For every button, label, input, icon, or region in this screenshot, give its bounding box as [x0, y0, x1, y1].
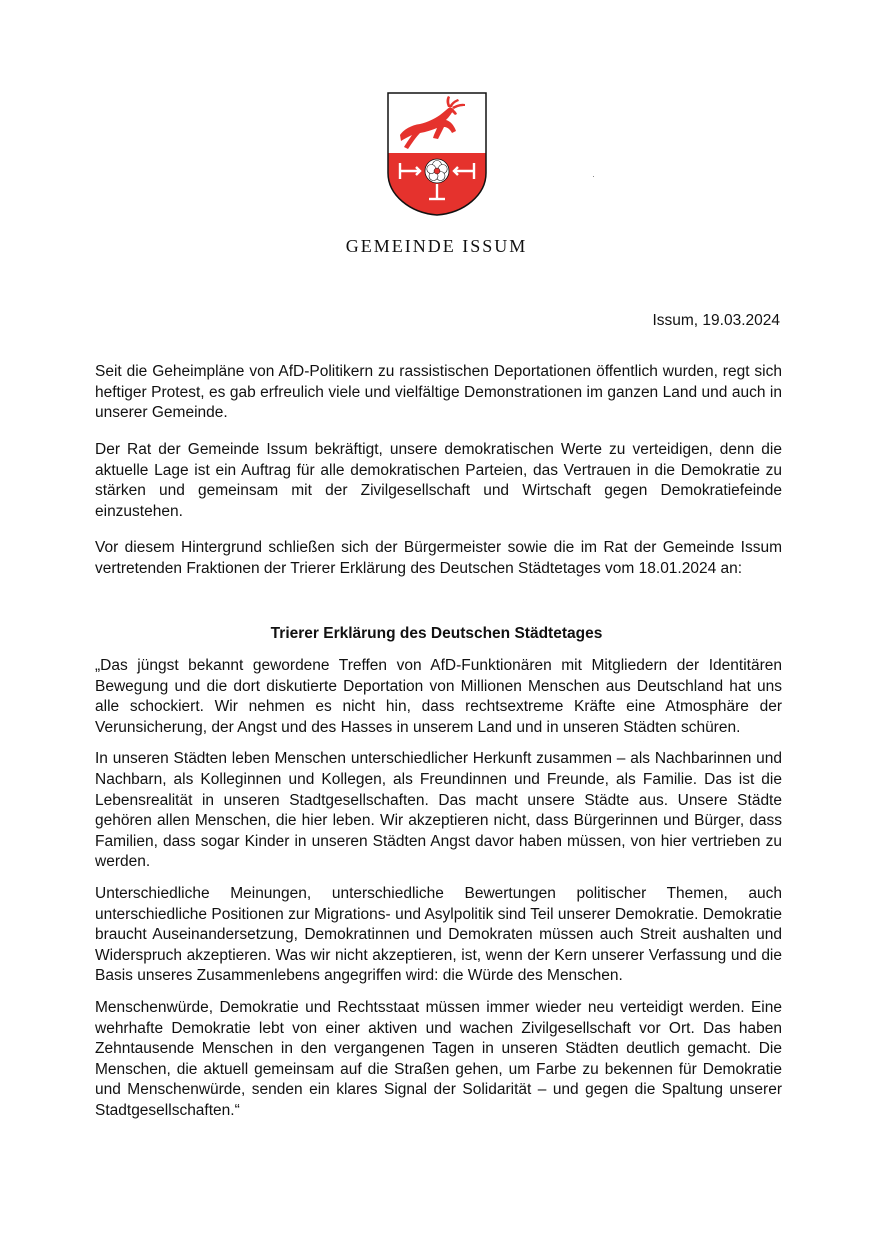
- municipal-coat-of-arms: [386, 91, 488, 217]
- paragraph-text: Vor diesem Hintergrund schließen sich der Bürgermeister sowie die im Rat der Gemeinde Issum vertretenden Fraktionen der Trierer Erklärung des Deutschen Städtetages vom 18.01.2024 an:: [95, 539, 782, 577]
- declaration-paragraph-1: „Das jüngst bekannt gewordene Treffen von AfD-Funktionären mit Mitgliedern der Identitären Bewegung und die dort diskutierte Deportation von Millionen Menschen aus Deutschland hat uns alle schockiert. Wir nehmen es nicht hin, dass rechtsextreme Kräfte eine Atmosphäre der Verunsicherung, der Angst und des Hasses in unserem Land und in unseren Städten schüren.: [95, 657, 782, 736]
- paragraph-text: Der Rat der Gemeinde Issum bekräftigt, unsere demokratischen Werte zu verteidigen, denn die aktuelle Lage ist ein Auftrag für alle demokratischen Parteien, das Vertrauen in die Demokratie zu stärken und gemeinsam mit der Zivilgesellschaft und Wirtschaft gegen Demokratiefeinde einzustehen.: [95, 441, 782, 520]
- rose-icon: [425, 159, 449, 183]
- intro-paragraph-3: [95, 538, 782, 579]
- letter-date: Issum, 19.03.2024: [652, 312, 780, 329]
- intro-paragraph-2: [95, 440, 782, 522]
- declaration-paragraph-4: Menschenwürde, Demokratie und Rechtsstaat müssen immer wieder neu verteidigt werden. Eine wehrhafte Demokratie lebt von einer aktiven und wachen Zivilgesellschaft vor Ort. Das haben Zehntausende Menschen in den vergangenen Tagen in unseren Städten deutlich gemacht. Die Menschen, die aktuell gemeinsam auf die Straßen gehen, um Farbe zu bekennen für Demokratie und Menschenwürde, senden ein klares Signal der Solidarität – und gegen die Spaltung unserer Stadtgesellschaften.“: [95, 998, 782, 1119]
- organization-name: GEMEINDE ISSUM: [345, 236, 528, 256]
- intro-paragraph-1: [95, 362, 782, 424]
- declaration-title: Trierer Erklärung des Deutschen Städtetages: [270, 625, 603, 642]
- scan-speck: [593, 176, 594, 177]
- declaration-paragraph-3: Unterschiedliche Meinungen, unterschiedliche Bewertungen politischer Themen, auch unterschiedliche Positionen zur Migrations- und Asylpolitik sind Teil unserer Demokratie. Demokratie braucht Auseinandersetzung, Demokratinnen und Demokraten müssen auch Streit aushalten und Widerspruch akzeptieren. Was wir nicht akzeptieren, ist, wenn der Kern unserer Verfassung und die Basis unseres Zusammenlebens angegriffen wird: die Würde des Menschen.: [95, 884, 782, 985]
- declaration-body: [95, 656, 782, 1132]
- declaration-paragraph-2: In unseren Städten leben Menschen unterschiedlicher Herkunft zusammen – als Nachbarinnen und Nachbarn, als Kolleginnen und Kollegen, als Freundinnen und Freunde, als Familie. Das ist die Lebensrealität in unseren Stadtgesellschaften. Das macht unsere Städte aus. Unsere Städte gehören allen Menschen, die hier leben. Wir akzeptieren nicht, dass Bürgerinnen und Bürger, dass Familien, dass sogar Kinder in unseren Städten Angst davor haben müssen, von hier vertrieben zu werden.: [95, 750, 782, 871]
- paragraph-text: Seit die Geheimpläne von AfD-Politikern zu rassistischen Deportationen öffentlich wurden, regt sich heftiger Protest, es gab erfreulich viele und vielfältige Demonstrationen im ganzen Land und auch in unserer Gemeinde.: [95, 363, 782, 422]
